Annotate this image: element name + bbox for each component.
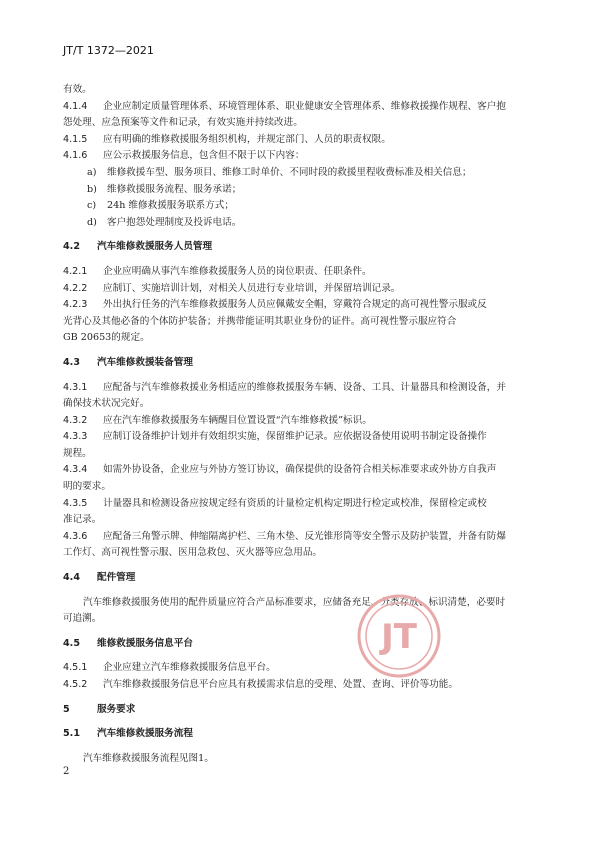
clause-number: 4.2.3	[63, 299, 88, 311]
clause-number: 4.2.1	[63, 265, 88, 277]
spacer	[63, 231, 533, 239]
continuation-line: 工作灯、高可视性警示服、医用急救包、灭火器等应急用品。	[63, 547, 323, 559]
clause	[63, 132, 533, 149]
list-item	[63, 182, 533, 199]
section-title: 汽车维修救援装备管理	[97, 356, 193, 368]
continuation-line: 光背心及其他必备的个体防护装备；并携带能证明其职业身份的证件。高可视性警示服应符合	[63, 315, 457, 327]
list-item-text: 24h 维修救援服务联系方式；	[107, 200, 234, 212]
section-title: 维修救援服务信息平台	[97, 637, 193, 649]
clause	[63, 148, 533, 165]
continuation-line: 确保技术状况完好。	[63, 398, 150, 410]
list-item-text: 维修救援车型、服务项目、维修工时单价、不同时段的救援里程收费标准及相关信息；	[107, 166, 472, 178]
continuation-line: 怨处理、应急预案等文件和记录，有效实施并持续改进。	[63, 117, 303, 129]
page-header: JT/T 1372—2021	[63, 44, 154, 57]
spacer	[63, 694, 533, 702]
clause-number: 4.5.1	[63, 662, 88, 674]
clause	[63, 264, 533, 281]
spacer	[63, 718, 533, 726]
clause-number: 4.1.6	[63, 150, 88, 162]
clause-number: 4.1.4	[63, 100, 88, 112]
section-heading	[63, 726, 533, 743]
section-title: 服务要求	[97, 703, 136, 715]
continuation-line: GB 20653的规定。	[63, 332, 150, 344]
clause-text: 企业应制定质量管理体系、环境管理体系、职业健康安全管理体系、维修救援操作规程、客户抱	[103, 100, 506, 112]
clause	[63, 660, 533, 677]
page-number: 2	[63, 766, 70, 777]
spacer	[63, 256, 533, 264]
section-number: 5	[63, 703, 70, 715]
spacer	[63, 347, 533, 355]
list-item-text: 客户抱怨处理制度及投诉电话。	[107, 216, 242, 228]
continuation-line: 规程。	[63, 447, 92, 459]
clause-text: 应在汽车维修救援服务车辆醒目位置设置“汽车维修救援”标识。	[103, 414, 372, 426]
list-marker: b)	[87, 183, 97, 195]
clause-number: 4.3.5	[63, 497, 88, 509]
section-heading	[63, 702, 533, 719]
clause	[63, 380, 533, 397]
continuation-line: 准记录。	[63, 514, 102, 526]
section-title: 配件管理	[97, 572, 136, 584]
clause-text: 应制订、实施培训计划，对相关人员进行专业培训，并保留培训记录。	[103, 282, 401, 294]
list-item-text: 维修救援服务流程、服务承诺；	[107, 183, 242, 195]
clause-text: 应配备三角警示牌、伸缩隔离护栏、三角木垫、反光锥形筒等安全警示及防护装置，并备有防爆	[103, 530, 506, 542]
list-item	[63, 215, 533, 232]
document-body	[63, 82, 533, 767]
paragraph-line: 汽车维修救援服务使用的配件质量应符合产品标准要求，应储备充足、分类存放、标识清楚，必要时	[83, 596, 506, 608]
clause-text: 应配备与汽车维修救援业务相适应的维修救援服务车辆、设备、工具、计量器具和检测设备，并	[103, 381, 506, 393]
clause-text: 应公示救援服务信息，包含但不限于以下内容：	[103, 150, 305, 162]
clause	[63, 413, 533, 430]
clause	[63, 297, 533, 314]
section-heading	[63, 636, 533, 653]
clause	[63, 281, 533, 298]
clause-number: 4.3.2	[63, 414, 88, 426]
section-title: 汽车维修救援服务流程	[97, 728, 193, 740]
spacer	[63, 562, 533, 570]
clause	[63, 529, 533, 546]
clause-number: 4.3.4	[63, 464, 88, 476]
spacer	[63, 628, 533, 636]
section-heading	[63, 570, 533, 587]
section-number: 4.3	[63, 356, 80, 368]
section-title: 汽车维修救援服务人员管理	[97, 241, 213, 253]
list-marker: a)	[87, 166, 97, 178]
clause-text: 如需外协设备，企业应与外协方签订协议，确保提供的设备符合相关标准要求或外协方自我声	[103, 464, 497, 476]
clause-text: 应有明确的维修救援服务组织机构，并规定部门、人员的职责权限。	[103, 133, 391, 145]
clause-number: 4.5.2	[63, 679, 88, 690]
clause	[63, 677, 533, 694]
continuation-line: 有效。	[63, 84, 92, 95]
section-number: 4.2	[63, 241, 80, 253]
clause-text: 企业应明确从事汽车维修救援服务人员的岗位职责、任职条件。	[103, 265, 372, 277]
clause-text: 计量器具和检测设备应按规定经有资质的计量检定机构定期进行检定或校准，保留检定或校	[103, 497, 487, 509]
clause-text: 应制订设备维护计划并有效组织实施，保留维护记录。应依据设备使用说明书制定设备操作	[103, 431, 487, 443]
clause-text: 外出执行任务的汽车维修救援服务人员应佩戴安全帽，穿戴符合规定的高可视性警示服或反	[103, 299, 487, 311]
clause-number: 4.3.3	[63, 431, 88, 443]
clause-text: 汽车维修救援服务信息平台应具有救援需求信息的受理、处置、查询、评价等功能。	[103, 679, 458, 690]
spacer	[63, 587, 533, 595]
list-item	[63, 165, 533, 182]
spacer	[63, 743, 533, 751]
svg-text:JT: JT	[381, 617, 417, 657]
clause	[63, 429, 533, 446]
section-number: 5.1	[63, 728, 80, 740]
clause	[63, 496, 533, 513]
list-item	[63, 198, 533, 215]
section-heading	[63, 355, 533, 372]
continuation-line: 明的要求。	[63, 481, 111, 493]
clause-number: 4.2.2	[63, 282, 88, 294]
section-number: 4.5	[63, 637, 80, 649]
spacer	[63, 652, 533, 660]
list-marker: c)	[87, 200, 97, 212]
paragraph-line: 汽车维修救援服务流程见图1。	[83, 752, 214, 764]
clause-text: 企业应建立汽车维修救援服务信息平台。	[103, 662, 276, 674]
clause	[63, 462, 533, 479]
section-heading	[63, 239, 533, 256]
clause	[63, 99, 533, 116]
jt-watermark-seal	[353, 590, 445, 682]
section-number: 4.4	[63, 572, 80, 584]
spacer	[63, 372, 533, 380]
clause-number: 4.3.6	[63, 530, 88, 542]
list-marker: d)	[87, 216, 97, 228]
clause-number: 4.3.1	[63, 381, 88, 393]
clause-number: 4.1.5	[63, 133, 88, 145]
continuation-line: 可追溯。	[63, 613, 102, 625]
